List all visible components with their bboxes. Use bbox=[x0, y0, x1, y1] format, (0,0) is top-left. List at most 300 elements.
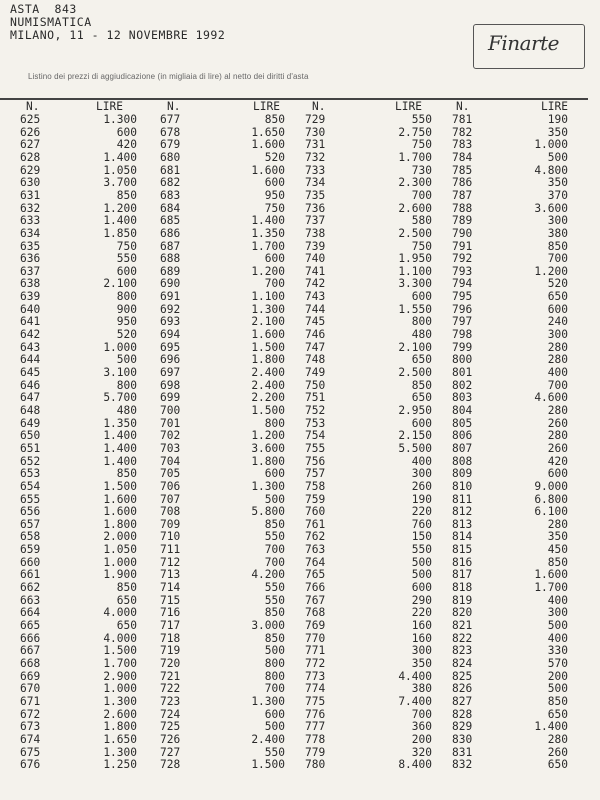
lot-price: 240 bbox=[547, 315, 568, 329]
lot-price: 1.500 bbox=[251, 340, 285, 354]
lot-number: 815 bbox=[452, 543, 473, 557]
lot-number: 780 bbox=[305, 758, 326, 772]
lot-price: 1.800 bbox=[251, 454, 285, 468]
lot-number: 760 bbox=[305, 505, 326, 519]
lot-number: 653 bbox=[20, 467, 41, 481]
lot-number: 776 bbox=[305, 707, 326, 721]
lot-price: 350 bbox=[547, 125, 568, 139]
lot-price: 400 bbox=[547, 593, 568, 607]
lot-number: 678 bbox=[160, 125, 181, 139]
price-list-caption: Listino dei prezzi di aggiudicazione (in migliaia di lire) al netto dei diritti d'asta bbox=[28, 72, 309, 81]
lot-number: 681 bbox=[160, 163, 181, 177]
lot-price: 950 bbox=[116, 315, 137, 329]
lot-price: 280 bbox=[547, 732, 568, 746]
lot-price: 160 bbox=[411, 619, 432, 632]
lot-price: 280 bbox=[547, 517, 568, 531]
lot-number: 831 bbox=[452, 745, 473, 759]
lot-price: 1.400 bbox=[103, 454, 137, 468]
lot-price: 2.300 bbox=[398, 176, 432, 190]
lot-price: 700 bbox=[264, 543, 285, 557]
lot-price: 1.650 bbox=[103, 732, 137, 746]
lot-price: 850 bbox=[547, 555, 568, 569]
lot-price: 350 bbox=[547, 176, 568, 190]
lot-number: 647 bbox=[20, 391, 41, 405]
lot-number: 704 bbox=[160, 454, 181, 468]
lot-price: 600 bbox=[411, 581, 432, 595]
lot-number: 629 bbox=[20, 163, 41, 177]
lot-price: 1.400 bbox=[103, 429, 137, 443]
lot-number: 729 bbox=[305, 113, 326, 126]
lot-price: 1.400 bbox=[103, 214, 137, 228]
lot-number: 792 bbox=[452, 252, 473, 266]
lot-price: 1.300 bbox=[251, 479, 285, 493]
lot-price: 1.600 bbox=[534, 568, 568, 582]
lot-price: 1.500 bbox=[103, 479, 137, 493]
lot-price: 1.200 bbox=[534, 264, 568, 278]
lot-price: 700 bbox=[411, 188, 432, 202]
lot-price: 700 bbox=[547, 252, 568, 266]
lot-number: 721 bbox=[160, 669, 181, 683]
lot-number: 773 bbox=[305, 669, 326, 683]
lot-number: 683 bbox=[160, 188, 181, 202]
column-header-lire: LIRE bbox=[541, 100, 568, 113]
lot-price: 3.600 bbox=[534, 201, 568, 215]
lot-price: 550 bbox=[264, 530, 285, 544]
lot-price: 4.000 bbox=[103, 631, 137, 645]
lot-price: 580 bbox=[411, 214, 432, 228]
lot-number: 651 bbox=[20, 441, 41, 455]
lot-price: 4.600 bbox=[534, 391, 568, 405]
lot-number: 652 bbox=[20, 454, 41, 468]
lot-price: 600 bbox=[264, 252, 285, 266]
lot-number: 778 bbox=[305, 732, 326, 746]
lot-price: 650 bbox=[547, 290, 568, 304]
lot-price: 1.000 bbox=[103, 555, 137, 569]
lot-number: 747 bbox=[305, 340, 326, 354]
lot-price: 350 bbox=[411, 656, 432, 670]
lot-price: 5.700 bbox=[103, 391, 137, 405]
lot-number: 795 bbox=[452, 290, 473, 304]
lot-price: 600 bbox=[411, 290, 432, 304]
lot-number: 757 bbox=[305, 467, 326, 481]
lot-number: 725 bbox=[160, 720, 181, 734]
lot-price: 700 bbox=[411, 707, 432, 721]
lot-number: 756 bbox=[305, 454, 326, 468]
lot-number: 720 bbox=[160, 656, 181, 670]
logo-wordmark: Finarte bbox=[488, 31, 560, 55]
lot-number: 810 bbox=[452, 479, 473, 493]
lot-number: 793 bbox=[452, 264, 473, 278]
lot-number: 811 bbox=[452, 492, 473, 506]
lot-price: 420 bbox=[547, 454, 568, 468]
lot-number: 805 bbox=[452, 416, 473, 430]
lot-number: 701 bbox=[160, 416, 181, 430]
lot-price: 8.400 bbox=[398, 758, 432, 772]
lot-number: 817 bbox=[452, 568, 473, 582]
lot-number: 669 bbox=[20, 669, 41, 683]
lot-price: 850 bbox=[547, 694, 568, 708]
lot-number: 654 bbox=[20, 479, 41, 493]
lot-price: 600 bbox=[264, 707, 285, 721]
lot-price: 480 bbox=[411, 328, 432, 342]
lot-price: 330 bbox=[547, 644, 568, 658]
lot-number: 642 bbox=[20, 328, 41, 342]
lot-number: 670 bbox=[20, 682, 41, 696]
lot-price: 700 bbox=[264, 277, 285, 291]
lot-price: 190 bbox=[547, 113, 568, 126]
lot-price: 570 bbox=[547, 656, 568, 670]
lot-number: 665 bbox=[20, 619, 41, 632]
lot-price: 700 bbox=[264, 682, 285, 696]
lot-number: 716 bbox=[160, 606, 181, 620]
lot-price: 5.800 bbox=[251, 505, 285, 519]
lot-price: 850 bbox=[264, 606, 285, 620]
lot-price: 1.400 bbox=[103, 441, 137, 455]
lot-price: 9.000 bbox=[534, 479, 568, 493]
lot-number: 646 bbox=[20, 378, 41, 392]
lot-price: 1.500 bbox=[251, 403, 285, 417]
lot-price: 500 bbox=[547, 619, 568, 632]
lot-number: 820 bbox=[452, 606, 473, 620]
lot-price: 3.300 bbox=[398, 277, 432, 291]
lot-price: 1.600 bbox=[103, 492, 137, 506]
lot-price: 450 bbox=[547, 543, 568, 557]
lot-number: 672 bbox=[20, 707, 41, 721]
lot-price: 5.500 bbox=[398, 441, 432, 455]
lot-number: 807 bbox=[452, 441, 473, 455]
lot-number: 695 bbox=[160, 340, 181, 354]
lot-number: 755 bbox=[305, 441, 326, 455]
lot-number: 764 bbox=[305, 555, 326, 569]
lot-price: 2.750 bbox=[398, 125, 432, 139]
auction-header bbox=[10, 3, 225, 42]
lot-price: 1.950 bbox=[398, 252, 432, 266]
lot-number: 714 bbox=[160, 581, 181, 595]
lot-number: 821 bbox=[452, 619, 473, 632]
lot-price: 900 bbox=[116, 302, 137, 316]
price-table bbox=[0, 100, 600, 780]
finarte-logo bbox=[473, 24, 585, 69]
lot-number: 812 bbox=[452, 505, 473, 519]
lot-number: 816 bbox=[452, 555, 473, 569]
lot-number: 832 bbox=[452, 758, 473, 772]
column-header-number: N. bbox=[312, 100, 326, 113]
lot-price: 700 bbox=[547, 378, 568, 392]
lot-price: 600 bbox=[547, 467, 568, 481]
lot-number: 724 bbox=[160, 707, 181, 721]
lot-price: 600 bbox=[116, 125, 137, 139]
lot-price: 1.200 bbox=[251, 429, 285, 443]
lot-number: 774 bbox=[305, 682, 326, 696]
lot-number: 631 bbox=[20, 188, 41, 202]
lot-number: 674 bbox=[20, 732, 41, 746]
lot-price: 260 bbox=[547, 441, 568, 455]
lot-number: 749 bbox=[305, 366, 326, 379]
lot-price: 290 bbox=[411, 593, 432, 607]
lot-price: 650 bbox=[547, 758, 568, 772]
lot-price: 520 bbox=[547, 277, 568, 291]
lot-price: 1.500 bbox=[103, 644, 137, 658]
lot-number: 828 bbox=[452, 707, 473, 721]
lot-number: 686 bbox=[160, 226, 181, 240]
lot-price: 3.700 bbox=[103, 176, 137, 190]
lot-number: 733 bbox=[305, 163, 326, 177]
lot-number: 659 bbox=[20, 543, 41, 557]
lot-price: 1.400 bbox=[534, 720, 568, 734]
lot-price: 320 bbox=[411, 745, 432, 759]
lot-number: 649 bbox=[20, 416, 41, 430]
lot-price: 200 bbox=[547, 669, 568, 683]
lot-number: 661 bbox=[20, 568, 41, 582]
lot-price: 1.800 bbox=[251, 353, 285, 367]
lot-price: 3.100 bbox=[103, 366, 137, 379]
lot-number: 738 bbox=[305, 226, 326, 240]
lot-price: 1.400 bbox=[251, 214, 285, 228]
lot-number: 682 bbox=[160, 176, 181, 190]
lot-price: 2.200 bbox=[251, 391, 285, 405]
lot-price: 280 bbox=[547, 403, 568, 417]
lot-number: 675 bbox=[20, 745, 41, 759]
lot-price: 750 bbox=[264, 201, 285, 215]
lot-price: 2.500 bbox=[398, 366, 432, 379]
lot-number: 745 bbox=[305, 315, 326, 329]
lot-number: 687 bbox=[160, 239, 181, 253]
lot-price: 4.200 bbox=[251, 568, 285, 582]
lot-price: 2.000 bbox=[103, 530, 137, 544]
lot-number: 703 bbox=[160, 441, 181, 455]
lot-price: 500 bbox=[264, 644, 285, 658]
lot-number: 824 bbox=[452, 656, 473, 670]
lot-price: 3.600 bbox=[251, 441, 285, 455]
lot-price: 260 bbox=[547, 416, 568, 430]
lot-number: 740 bbox=[305, 252, 326, 266]
lot-number: 723 bbox=[160, 694, 181, 708]
lot-number: 691 bbox=[160, 290, 181, 304]
lot-price: 360 bbox=[411, 720, 432, 734]
lot-number: 711 bbox=[160, 543, 181, 557]
lot-price: 1.550 bbox=[398, 302, 432, 316]
lot-number: 664 bbox=[20, 606, 41, 620]
lot-number: 655 bbox=[20, 492, 41, 506]
lot-price: 800 bbox=[116, 378, 137, 392]
lot-number: 772 bbox=[305, 656, 326, 670]
lot-price: 850 bbox=[264, 113, 285, 126]
lot-price: 1.350 bbox=[103, 416, 137, 430]
lot-price: 4.800 bbox=[534, 163, 568, 177]
lot-price: 950 bbox=[264, 188, 285, 202]
lot-number: 799 bbox=[452, 340, 473, 354]
lot-price: 500 bbox=[411, 568, 432, 582]
lot-number: 709 bbox=[160, 517, 181, 531]
lot-price: 1.600 bbox=[251, 138, 285, 152]
lot-price: 520 bbox=[116, 328, 137, 342]
lot-number: 746 bbox=[305, 328, 326, 342]
lot-number: 777 bbox=[305, 720, 326, 734]
lot-number: 731 bbox=[305, 138, 326, 152]
lot-price: 1.650 bbox=[251, 125, 285, 139]
lot-number: 730 bbox=[305, 125, 326, 139]
lot-number: 822 bbox=[452, 631, 473, 645]
auction-number: ASTA 843 bbox=[10, 2, 77, 16]
lot-price: 1.700 bbox=[534, 581, 568, 595]
lot-price: 2.400 bbox=[251, 378, 285, 392]
lot-price: 2.600 bbox=[398, 201, 432, 215]
lot-number: 677 bbox=[160, 113, 181, 126]
lot-price: 600 bbox=[547, 302, 568, 316]
lot-price: 2.400 bbox=[251, 366, 285, 379]
lot-number: 660 bbox=[20, 555, 41, 569]
lot-price: 850 bbox=[264, 517, 285, 531]
lot-price: 1.700 bbox=[398, 150, 432, 164]
lot-price: 1.200 bbox=[251, 264, 285, 278]
lot-number: 802 bbox=[452, 378, 473, 392]
lot-number: 727 bbox=[160, 745, 181, 759]
lot-number: 769 bbox=[305, 619, 326, 632]
lot-number: 694 bbox=[160, 328, 181, 342]
lot-price: 800 bbox=[411, 315, 432, 329]
lot-price: 1.300 bbox=[251, 302, 285, 316]
lot-number: 789 bbox=[452, 214, 473, 228]
lot-number: 770 bbox=[305, 631, 326, 645]
lot-number: 739 bbox=[305, 239, 326, 253]
lot-price: 190 bbox=[411, 492, 432, 506]
lot-price: 1.350 bbox=[251, 226, 285, 240]
lot-price: 2.100 bbox=[251, 315, 285, 329]
lot-number: 736 bbox=[305, 201, 326, 215]
lot-number: 666 bbox=[20, 631, 41, 645]
lot-price: 280 bbox=[547, 429, 568, 443]
lot-number: 634 bbox=[20, 226, 41, 240]
lot-number: 790 bbox=[452, 226, 473, 240]
lot-price: 300 bbox=[411, 644, 432, 658]
lot-price: 2.500 bbox=[398, 226, 432, 240]
lot-price: 800 bbox=[264, 416, 285, 430]
lot-price: 1.900 bbox=[103, 568, 137, 582]
lot-number: 787 bbox=[452, 188, 473, 202]
column-header-lire: LIRE bbox=[96, 100, 123, 113]
lot-price: 1.300 bbox=[251, 694, 285, 708]
auction-category: NUMISMATICA bbox=[10, 15, 92, 29]
lot-price: 750 bbox=[411, 239, 432, 253]
lot-number: 767 bbox=[305, 593, 326, 607]
lot-price: 300 bbox=[547, 606, 568, 620]
lot-number: 797 bbox=[452, 315, 473, 329]
lot-number: 627 bbox=[20, 138, 41, 152]
lot-number: 758 bbox=[305, 479, 326, 493]
column-header-number: N. bbox=[26, 100, 40, 113]
lot-price: 1.300 bbox=[103, 113, 137, 126]
lot-price: 760 bbox=[411, 517, 432, 531]
lot-price: 550 bbox=[264, 593, 285, 607]
lot-number: 690 bbox=[160, 277, 181, 291]
lot-number: 801 bbox=[452, 366, 473, 379]
lot-price: 1.600 bbox=[251, 328, 285, 342]
lot-price: 2.150 bbox=[398, 429, 432, 443]
lot-number: 808 bbox=[452, 454, 473, 468]
lot-number: 697 bbox=[160, 366, 181, 379]
lot-number: 676 bbox=[20, 758, 41, 772]
lot-number: 813 bbox=[452, 517, 473, 531]
lot-price: 350 bbox=[547, 530, 568, 544]
lot-number: 632 bbox=[20, 201, 41, 215]
lot-number: 781 bbox=[452, 113, 473, 126]
lot-number: 825 bbox=[452, 669, 473, 683]
lot-price: 4.400 bbox=[398, 669, 432, 683]
lot-number: 640 bbox=[20, 302, 41, 316]
lot-number: 814 bbox=[452, 530, 473, 544]
lot-price: 2.100 bbox=[103, 277, 137, 291]
lot-number: 698 bbox=[160, 378, 181, 392]
lot-number: 794 bbox=[452, 277, 473, 291]
lot-price: 260 bbox=[547, 745, 568, 759]
lot-number: 796 bbox=[452, 302, 473, 316]
lot-number: 702 bbox=[160, 429, 181, 443]
lot-number: 761 bbox=[305, 517, 326, 531]
lot-number: 628 bbox=[20, 150, 41, 164]
lot-number: 809 bbox=[452, 467, 473, 481]
lot-number: 713 bbox=[160, 568, 181, 582]
lot-number: 636 bbox=[20, 252, 41, 266]
lot-price: 260 bbox=[411, 479, 432, 493]
lot-price: 500 bbox=[264, 492, 285, 506]
lot-number: 625 bbox=[20, 113, 41, 126]
lot-price: 800 bbox=[264, 656, 285, 670]
auction-place-date: MILANO, 11 - 12 NOVEMBRE 1992 bbox=[10, 28, 226, 42]
lot-number: 635 bbox=[20, 239, 41, 253]
lot-price: 2.950 bbox=[398, 403, 432, 417]
lot-price: 850 bbox=[116, 581, 137, 595]
lot-price: 550 bbox=[264, 581, 285, 595]
lot-price: 850 bbox=[116, 188, 137, 202]
lot-price: 600 bbox=[411, 416, 432, 430]
lot-price: 650 bbox=[411, 391, 432, 405]
lot-number: 748 bbox=[305, 353, 326, 367]
lot-price: 650 bbox=[547, 707, 568, 721]
lot-price: 1.300 bbox=[103, 694, 137, 708]
lot-number: 688 bbox=[160, 252, 181, 266]
lot-price: 1.300 bbox=[103, 745, 137, 759]
lot-price: 420 bbox=[116, 138, 137, 152]
lot-number: 718 bbox=[160, 631, 181, 645]
lot-number: 762 bbox=[305, 530, 326, 544]
lot-price: 400 bbox=[547, 631, 568, 645]
lot-number: 798 bbox=[452, 328, 473, 342]
lot-number: 715 bbox=[160, 593, 181, 607]
lot-number: 779 bbox=[305, 745, 326, 759]
lot-price: 650 bbox=[411, 353, 432, 367]
lot-price: 370 bbox=[547, 188, 568, 202]
lot-price: 1.700 bbox=[251, 239, 285, 253]
lot-number: 737 bbox=[305, 214, 326, 228]
lot-number: 700 bbox=[160, 403, 181, 417]
lot-number: 766 bbox=[305, 581, 326, 595]
lot-price: 6.800 bbox=[534, 492, 568, 506]
lot-number: 707 bbox=[160, 492, 181, 506]
lot-number: 784 bbox=[452, 150, 473, 164]
lot-number: 823 bbox=[452, 644, 473, 658]
lot-number: 768 bbox=[305, 606, 326, 620]
lot-number: 819 bbox=[452, 593, 473, 607]
lot-number: 657 bbox=[20, 517, 41, 531]
lot-price: 520 bbox=[264, 150, 285, 164]
lot-price: 150 bbox=[411, 530, 432, 544]
lot-number: 667 bbox=[20, 644, 41, 658]
lot-number: 673 bbox=[20, 720, 41, 734]
lot-number: 826 bbox=[452, 682, 473, 696]
lot-price: 1.600 bbox=[103, 505, 137, 519]
lot-price: 1.500 bbox=[251, 758, 285, 772]
lot-number: 728 bbox=[160, 758, 181, 772]
